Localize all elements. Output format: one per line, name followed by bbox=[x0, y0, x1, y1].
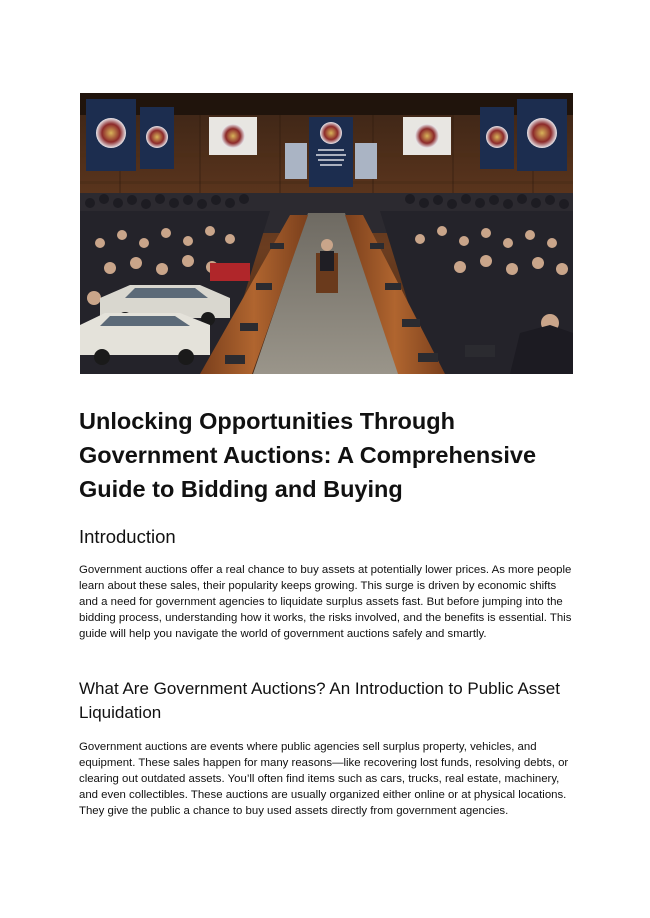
section-paragraph-introduction: Government auctions offer a real chance to buy assets at potentially lower prices. As more people learn about these sales, their popularity keeps growing. This surge is driven by economic shifts and a need for government agencies to liquidate surplus assets fast. But before jumping into the bidding process, understanding how it works, the risks involved, and the benefits is essential. This guide will help you navigate the world of government auctions safely and smartly. bbox=[79, 564, 572, 640]
section-heading-what-are-government-auctions: What Are Government Auctions? An Introduction to Public Asset Liquidation bbox=[79, 679, 560, 722]
hero-image bbox=[80, 93, 573, 374]
auction-hall-illustration bbox=[80, 93, 573, 374]
section-paragraph-what-are-government-auctions: Government auctions are events where public agencies sell surplus property, vehicles, and equipment. These sales happen for many reasons—like recovering lost funds, resolving debts, or clearing out outdated assets. You’ll often find items such as cars, trucks, real estate, machinery, and even collectibles. These auctions are usually organized either online or at physical locations. They give the public a chance to buy used assets directly from government agencies. bbox=[79, 741, 569, 817]
section-heading-introduction: Introduction bbox=[79, 526, 176, 547]
document-title: Unlocking Opportunities Through Government Auctions: A Comprehensive Guide to Bidding and Buying bbox=[79, 408, 537, 502]
